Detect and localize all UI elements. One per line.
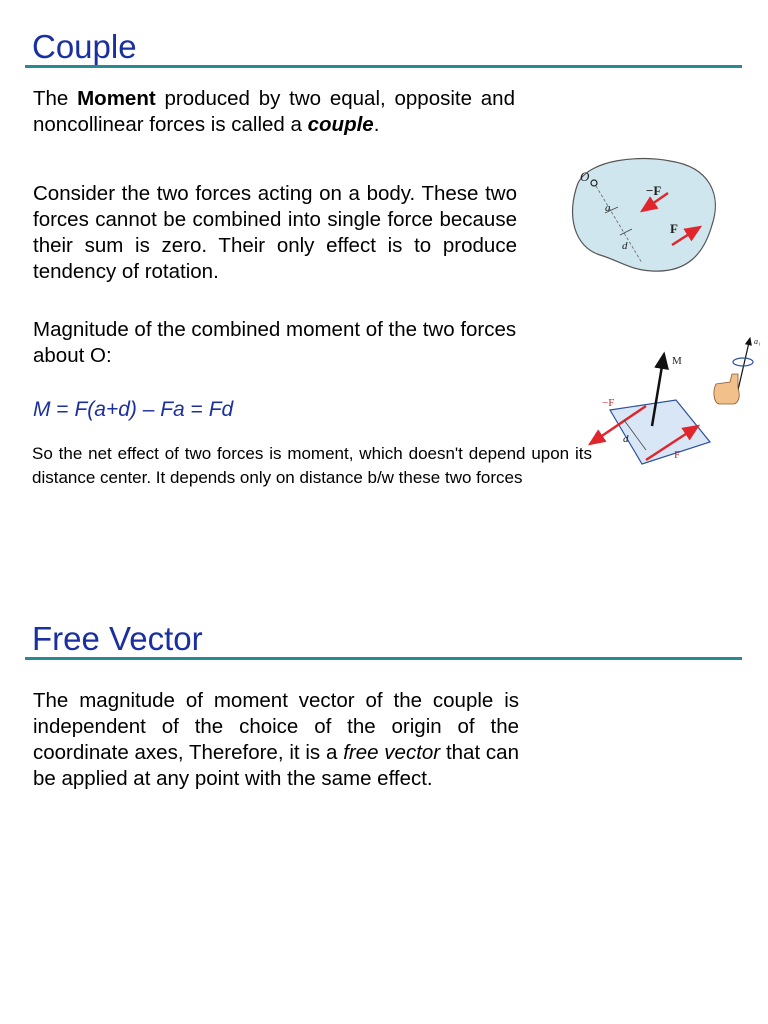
rotation-arrow-icon — [733, 358, 753, 366]
label-o: O — [580, 169, 590, 184]
rigid-body-shape — [573, 159, 716, 272]
term-moment: Moment — [77, 87, 156, 110]
free-vector-explanation: The magnitude of moment vector of the couple is independent of the choice of the origin of the coordinate axes, Therefore, it is a free vector that can be applied at any point with the same effect. — [33, 689, 519, 790]
label-neg-f: −F — [646, 183, 662, 198]
moment-magnitude-intro: Magnitude of the combined moment of the two forces about O: — [33, 318, 517, 367]
heading-free-vector: Free Vector — [32, 620, 203, 657]
term-couple: couple — [307, 113, 374, 136]
label-f: F — [670, 221, 678, 236]
term-free-vector: free vector — [343, 741, 441, 764]
label-neg-f-2: −F — [602, 397, 615, 409]
couple-plane — [610, 400, 710, 464]
heading-rule-free-vector — [25, 657, 742, 660]
label-m: M — [672, 355, 682, 367]
couple-body-diagram — [560, 155, 730, 280]
label-a: a — [605, 202, 611, 214]
rotation-axis — [738, 338, 750, 390]
label-f-2: F — [674, 449, 681, 461]
heading-rule-couple — [25, 65, 742, 68]
right-hand-icon — [714, 374, 739, 404]
net-effect-text: So the net effect of two forces is moment, which doesn't depend upon its distance center. It depends only on distance b/w these two forces — [32, 444, 592, 487]
couple-explanation: Consider the two forces acting on a body. These two forces cannot be combined into single force because their sum is zero. Their only effect is to produce tendency of rotation. — [33, 182, 517, 283]
couple-moment-diagram — [580, 332, 768, 477]
label-d: d — [622, 240, 628, 252]
label-axis: a₁ — [754, 337, 761, 346]
label-d-2: d — [623, 433, 629, 445]
moment-formula: M = F(a+d) – Fa = Fd — [33, 398, 234, 421]
couple-definition: The Moment produced by two equal, opposite and noncollinear forces is called a couple. — [33, 87, 515, 136]
heading-couple: Couple — [32, 28, 137, 65]
